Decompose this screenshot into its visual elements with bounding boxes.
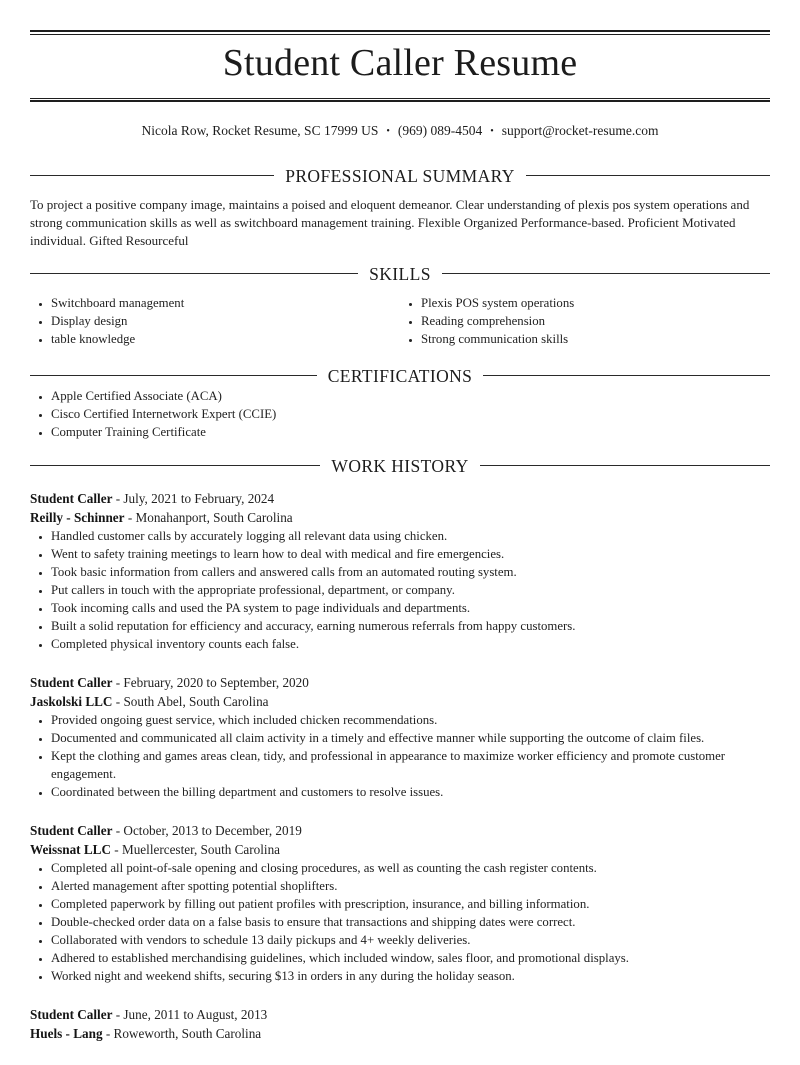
job-duty: • Handled customer calls by accurately logging all relevant data using chicken. (51, 527, 770, 545)
job-location: Muellercester, South Carolina (121, 841, 281, 857)
job-title-line (30, 489, 770, 508)
job-duty: • Completed paperwork by filling out patient profiles with prescription, insurance, and billing information. (51, 895, 770, 913)
employer-name: Huels - Lang (30, 1025, 103, 1041)
job-duty: • Documented and communicated all claim activity in a timely and effective manner while supporting the outcome of claim files. (51, 729, 770, 747)
skills-columns (30, 294, 770, 348)
header-bottom-rule (30, 98, 770, 103)
job-dates: February, 2020 to September, 2020 (123, 674, 309, 690)
certification-item: • Apple Certified Associate (ACA) (51, 387, 770, 405)
certification-item: • Computer Training Certificate (51, 423, 770, 441)
job-title: Student Caller (30, 1006, 113, 1022)
job-title-line (30, 1005, 770, 1024)
job-duty: • Kept the clothing and games areas clean, tidy, and professional in appearance to maximize worker efficiency and promote customer engagement. (51, 747, 770, 783)
header-top-rule (30, 30, 770, 35)
contact-phone: (969) 089-4504 (397, 123, 483, 138)
dash-separator: - (105, 1025, 111, 1041)
dash-separator: - (115, 674, 121, 690)
skill-item: • Plexis POS system operations (421, 294, 770, 312)
dash-separator: - (115, 1006, 121, 1022)
job-title: Student Caller (30, 490, 113, 506)
job-dates: July, 2021 to February, 2024 (123, 490, 275, 506)
job-dates: June, 2011 to August, 2013 (123, 1006, 268, 1022)
dash-separator: - (115, 490, 121, 506)
job-title-line (30, 821, 770, 840)
section-heading-certifications: CERTIFICATIONS (30, 365, 770, 387)
contact-email: support@rocket-resume.com (501, 123, 659, 138)
contact-line (30, 122, 770, 141)
skill-item: • Reading comprehension (421, 312, 770, 330)
job-duty: • Went to safety training meetings to learn how to deal with medical and fire emergencies. (51, 545, 770, 563)
page-title: Student Caller Resume (222, 41, 578, 84)
job-duty: • Coordinated between the billing department and customers to resolve issues. (51, 783, 770, 801)
employer-name: Jaskolski LLC (30, 693, 113, 709)
section-heading-skills: SKILLS (30, 263, 770, 285)
job-duties-list (30, 711, 770, 801)
job-duty: • Took basic information from callers and answered calls from an automated routing system. (51, 563, 770, 581)
job-duty: • Worked night and weekend shifts, securing $13 in orders in any during the holiday season. (51, 967, 770, 985)
job-duty: • Took incoming calls and used the PA system to page individuals and departments. (51, 599, 770, 617)
certifications-list (30, 387, 770, 441)
job-employer-line (30, 508, 770, 527)
job-duty: • Collaborated with vendors to schedule 13 daily pickups and 4+ weekly deliveries. (51, 931, 770, 949)
dash-separator: - (115, 693, 121, 709)
skills-list-right (400, 294, 770, 348)
employer-name: Weissnat LLC (30, 841, 111, 857)
job-employer-line (30, 1024, 770, 1043)
employer-name: Reilly - Schinner (30, 509, 125, 525)
job-title: Student Caller (30, 822, 113, 838)
job-duty: • Completed physical inventory counts each false. (51, 635, 770, 653)
professional-summary-text: To project a positive company image, maintains a poised and eloquent demeanor. Clear understanding of plexis pos system operations and strong communication skills as well as switchboard management training. Flexible Organized Performance-based. Proficient Motivated individual. Gifted Resourceful (30, 196, 750, 248)
skill-item: • table knowledge (51, 330, 400, 348)
job-dates: October, 2013 to December, 2019 (123, 822, 302, 838)
job-entry (30, 821, 770, 985)
job-title-line (30, 673, 770, 692)
job-duty: • Double-checked order data on a false basis to ensure that transactions and shipping dates were correct. (51, 913, 770, 931)
job-duty: • Put callers in touch with the appropriate professional, department, or company. (51, 581, 770, 599)
job-location: Roweworth, South Carolina (113, 1025, 262, 1041)
contact-separator: • (386, 125, 390, 137)
skills-list-left (30, 294, 400, 348)
job-title: Student Caller (30, 674, 113, 690)
dash-separator: - (114, 841, 119, 857)
section-heading-work-history: WORK HISTORY (30, 455, 770, 477)
certification-item: • Cisco Certified Internetwork Expert (CCIE) (51, 405, 770, 423)
job-duty: • Adhered to established merchandising guidelines, which included window, sales floor, and promotional displays. (51, 949, 770, 967)
skill-item: • Switchboard management (51, 294, 400, 312)
job-employer-line (30, 692, 770, 711)
job-entry (30, 489, 770, 653)
job-duty: • Completed all point-of-sale opening and closing procedures, as well as counting the cash register contents. (51, 859, 770, 877)
section-heading-professional-summary: PROFESSIONAL SUMMARY (30, 165, 770, 187)
job-entry (30, 1005, 770, 1043)
job-duties-list (30, 859, 770, 985)
dash-separator: - (115, 822, 121, 838)
job-duties-list (30, 527, 770, 653)
dash-separator: - (127, 509, 133, 525)
job-employer-line (30, 840, 770, 859)
job-duty: • Alerted management after spotting potential shoplifters. (51, 877, 770, 895)
skill-item: • Display design (51, 312, 400, 330)
skill-item: • Strong communication skills (421, 330, 770, 348)
contact-address: Nicola Row, Rocket Resume, SC 17999 US (141, 123, 379, 138)
resume-page (0, 30, 800, 1043)
job-entry (30, 673, 770, 801)
job-location: South Abel, South Carolina (123, 693, 269, 709)
job-duty: • Provided ongoing guest service, which included chicken recommendations. (51, 711, 770, 729)
contact-separator: • (490, 125, 494, 137)
job-location: Monahanport, South Carolina (135, 509, 293, 525)
job-duty: • Built a solid reputation for efficiency and accuracy, earning numerous referrals from happy customers. (51, 617, 770, 635)
